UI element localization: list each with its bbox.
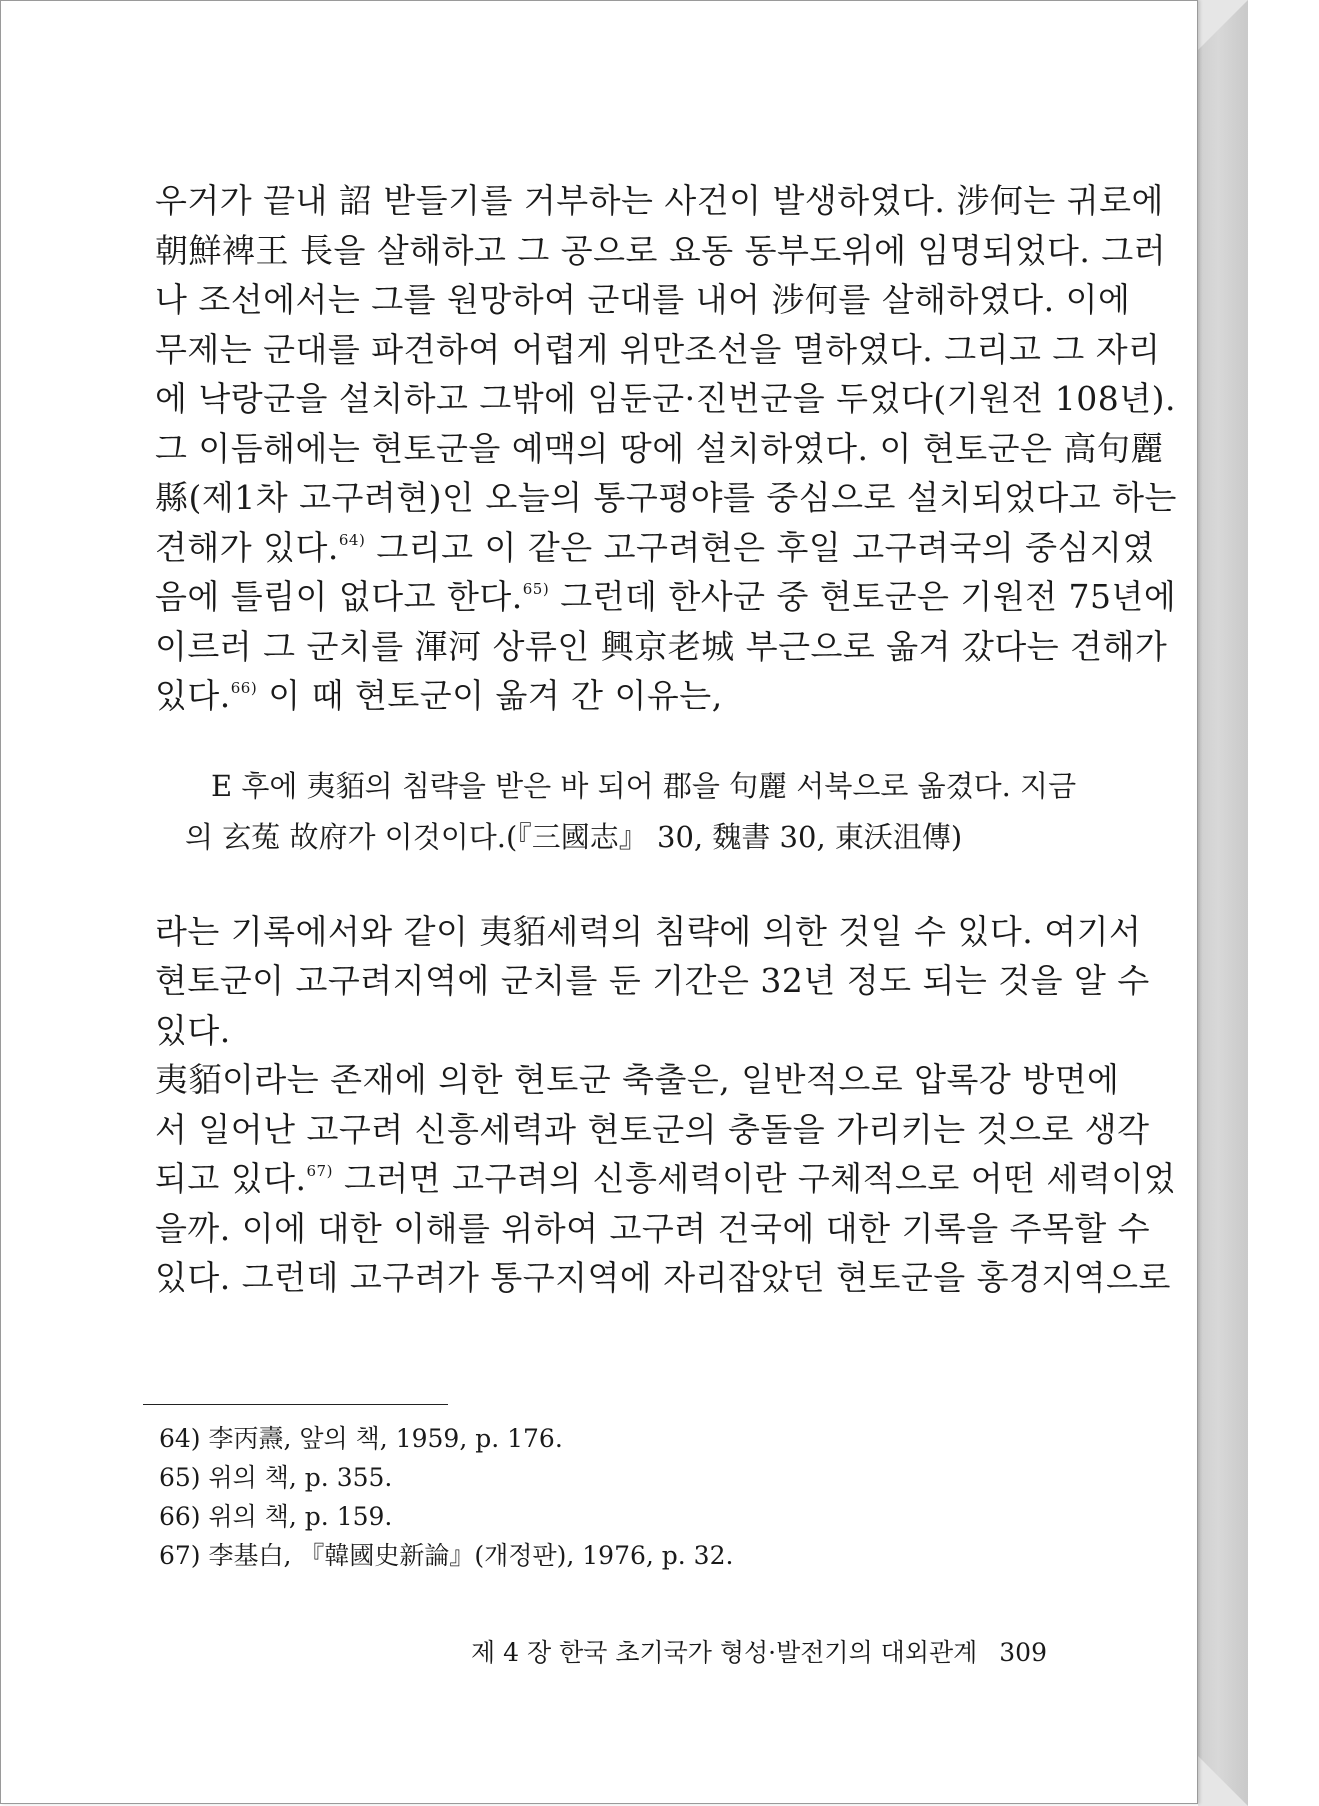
footnote-64: 64) 李丙燾, 앞의 책, 1959, p. 176. bbox=[159, 1424, 563, 1453]
text-line: 음에 틀림이 없다고 한다.$^{65)}$ 그런데 한사군 중 현토군은 기원전 75년에 bbox=[155, 577, 1177, 616]
text-line: 있다. 그런데 고구려가 통구지역에 자리잡았던 현토군을 홍경지역으로 bbox=[155, 1258, 1171, 1297]
paragraph-1 bbox=[155, 176, 1177, 721]
text-line: 견해가 있다.$^{64)}$ 그리고 이 같은 고구려현은 후일 고구려국의 중심지였 bbox=[155, 527, 1155, 567]
page-number: 309 bbox=[999, 1638, 1047, 1667]
block-quote bbox=[185, 761, 1077, 863]
footnote-ref-65[interactable]: 65) bbox=[522, 580, 550, 598]
text-line: 무제는 군대를 파견하여 어렵게 위만조선을 멸하였다. 그리고 그 자리 bbox=[155, 329, 1161, 369]
text-line: 나 조선에서는 그를 원망하여 군대를 내어 涉何를 살해하였다. 이에 bbox=[155, 280, 1131, 319]
text-line: 서 일어난 고구려 신흥세력과 현토군의 충돌을 가리키는 것으로 생각 bbox=[155, 1109, 1150, 1149]
book-bottom-edge bbox=[1198, 1756, 1248, 1806]
text-line: 있다. bbox=[155, 1010, 231, 1050]
text-line: 우거가 끝내 詔 받들기를 거부하는 사건이 발생하였다. 涉何는 귀로에 bbox=[155, 181, 1164, 220]
text-line: 에 낙랑군을 설치하고 그밖에 임둔군·진번군을 두었다(기원전 108년). bbox=[155, 379, 1176, 418]
footnote-66: 66) 위의 책, p. 159. bbox=[159, 1502, 393, 1531]
text-line: 그 이듬해에는 현토군을 예맥의 땅에 설치하였다. 이 현토군은 高句麗 bbox=[155, 428, 1164, 468]
page-body bbox=[155, 176, 1177, 1303]
text-line: 縣(제1차 고구려현)인 오늘의 통구평야를 중심으로 설치되었다고 하는 bbox=[155, 478, 1177, 517]
text-line: 있다.$^{66)}$ 이 때 현토군이 옮겨 간 이유는, bbox=[155, 676, 723, 715]
text-line: 되고 있다.$^{67)}$ 그러면 고구려의 신흥세력이란 구체적으로 어떤 세력이었 bbox=[155, 1159, 1176, 1198]
footnote-ref-66[interactable]: 66) bbox=[230, 679, 258, 697]
text-line: 夷貊이라는 존재에 의한 현토군 축출은, 일반적으로 압록강 방면에 bbox=[155, 1060, 1120, 1099]
text-line: 朝鮮裨王 長을 살해하고 그 공으로 요동 동부도위에 임명되었다. 그러 bbox=[155, 230, 1167, 270]
text-line: 라는 기록에서와 같이 夷貊세력의 침략에 의한 것일 수 있다. 여기서 bbox=[155, 911, 1142, 951]
paragraph-2 bbox=[155, 907, 1176, 1303]
book-top-edge bbox=[1198, 0, 1248, 50]
footnote-ref-67[interactable]: 67) bbox=[306, 1162, 333, 1180]
text-line: 을까. 이에 대한 이해를 위하여 고구려 건국에 대한 기록을 주목할 수 bbox=[155, 1208, 1151, 1248]
quote-line: E 후에 夷貊의 침략을 받은 바 되어 郡을 句麗 서북으로 옮겼다. 지금 bbox=[211, 768, 1077, 803]
quote-line: 의 玄菟 故府가 이것이다.(『三國志』 30, 魏書 30, 東沃沮傳) bbox=[185, 819, 963, 854]
book-spine bbox=[1198, 0, 1248, 1806]
footnotes bbox=[159, 1419, 733, 1575]
footnote-divider bbox=[143, 1404, 448, 1405]
text-line: 현토군이 고구려지역에 군치를 둔 기간은 32년 정도 되는 것을 알 수 bbox=[155, 961, 1150, 1000]
footnote-67: 67) 李基白, 『韓國史新論』(개정판), 1976, p. 32. bbox=[159, 1541, 734, 1570]
chapter-title: 제 4 장 한국 초기국가 형성·발전기의 대외관계 bbox=[471, 1638, 978, 1667]
text-line: 이르러 그 군치를 渾河 상류인 興京老城 부근으로 옮겨 갔다는 견해가 bbox=[155, 626, 1168, 666]
footnote-ref-64[interactable]: 64) bbox=[338, 530, 366, 549]
footnote-65: 65) 위의 책, p. 355. bbox=[159, 1463, 393, 1492]
running-footer bbox=[471, 1633, 1047, 1669]
